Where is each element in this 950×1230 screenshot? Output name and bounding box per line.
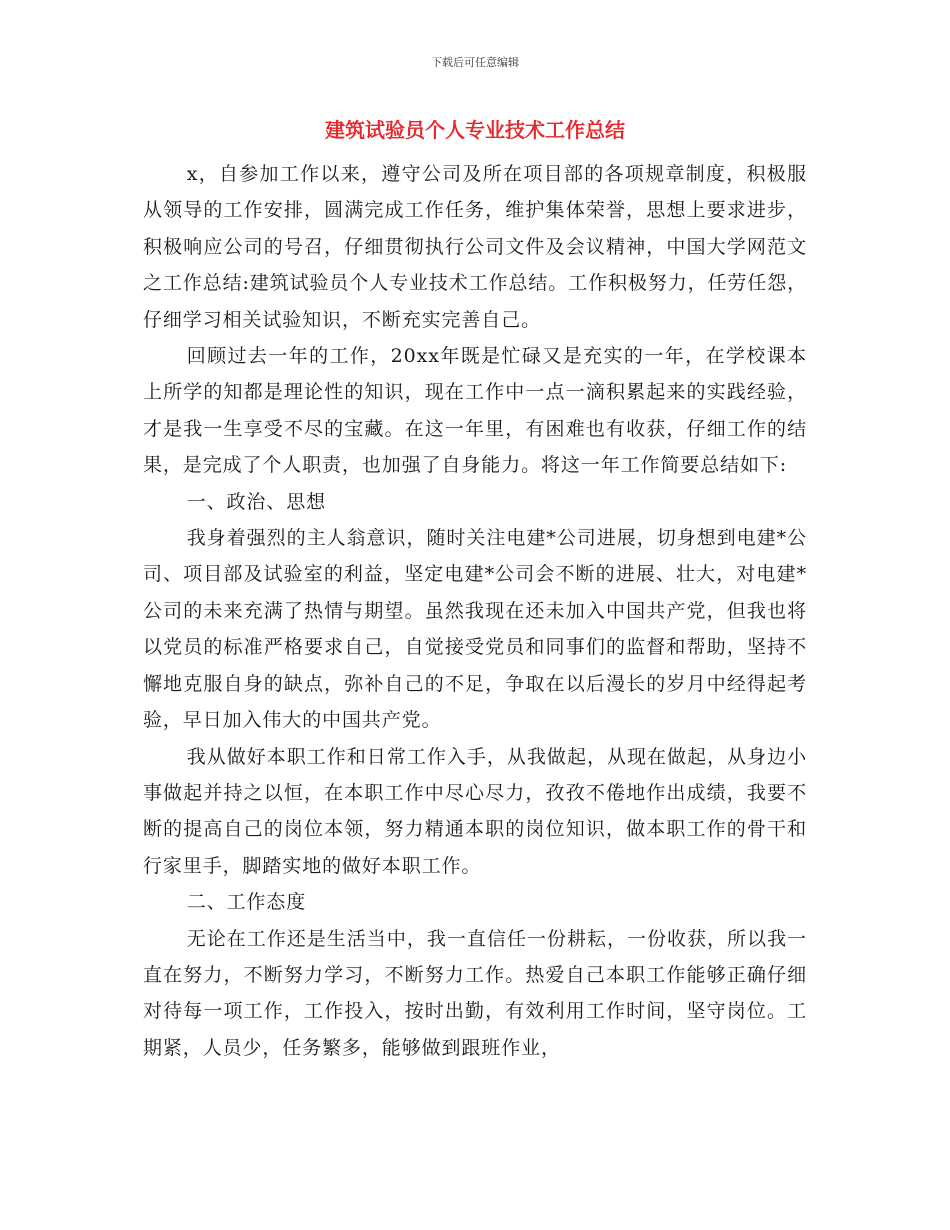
paragraph-intro: x，自参加工作以来，遵守公司及所在项目部的各项规章制度，积极服从领导的工作安排，圆满完成工作任务，维护集体荣誉，思想上要求进步，积极响应公司的号召，仔细贯彻执行公司文件及会议精神，中国大学网范文之工作总结:建筑试验员个人专业技术工作总结。工作积极努力，任劳任怨，仔细学习相关试验知识，不断充实完善自己。 — [143, 163, 808, 331]
paragraph-duty: 我从做好本职工作和日常工作入手，从我做起，从现在做起，从身边小事做起并持之以恒，在本职工作中尽心尽力，孜孜不倦地作出成绩，我要不断的提高自己的岗位本领，努力精通本职的岗位知识，做本职工作的骨干和行家里手，脚踏实地的做好本职工作。 — [143, 745, 807, 877]
document-title: 建筑试验员个人专业技术工作总结 — [325, 118, 625, 142]
paragraph-politics: 我身着强烈的主人翁意识，随时关注电建*公司进展，切身想到电建*公司、项目部及试验室的利益，坚定电建*公司会不断的进展、壮大，对电建*公司的未来充满了热情与期望。虽然我现在还未加入中国共产党，但我也将以党员的标准严格要求自己，自觉接受党员和同事们的监督和帮助，坚持不懈地克服自身的缺点，弥补自己的不足，争取在以后漫长的岁月中经得起考验，早日加入伟大的中国共产党。 — [143, 527, 807, 732]
document-body — [143, 156, 807, 1066]
section-heading-politics: 一、政治、思想 — [186, 490, 326, 513]
paragraph-review: 回顾过去一年的工作，20xx年既是忙碌又是充实的一年，在学校课本上所学的知都是理论性的知识，现在工作中一点一滴积累起来的实践经验，才是我一生享受不尽的宝藏。在这一年里，有困难也有收获，仔细工作的结果，是完成了个人职责，也加强了自身能力。将这一年工作简要总结如下: — [143, 345, 807, 477]
section-heading-attitude: 二、工作态度 — [186, 891, 307, 914]
paragraph-attitude: 无论在工作还是生活当中，我一直信任一份耕耘，一份收获，所以我一直在努力，不断努力学习，不断努力工作。热爱自己本职工作能够正确仔细对待每一项工作，工作投入，按时出勤，有效利用工作时间，坚守岗位。工期紧，人员少，任务繁多，能够做到跟班作业， — [143, 927, 807, 1059]
header-note: 下载后可任意编辑 — [431, 56, 519, 69]
